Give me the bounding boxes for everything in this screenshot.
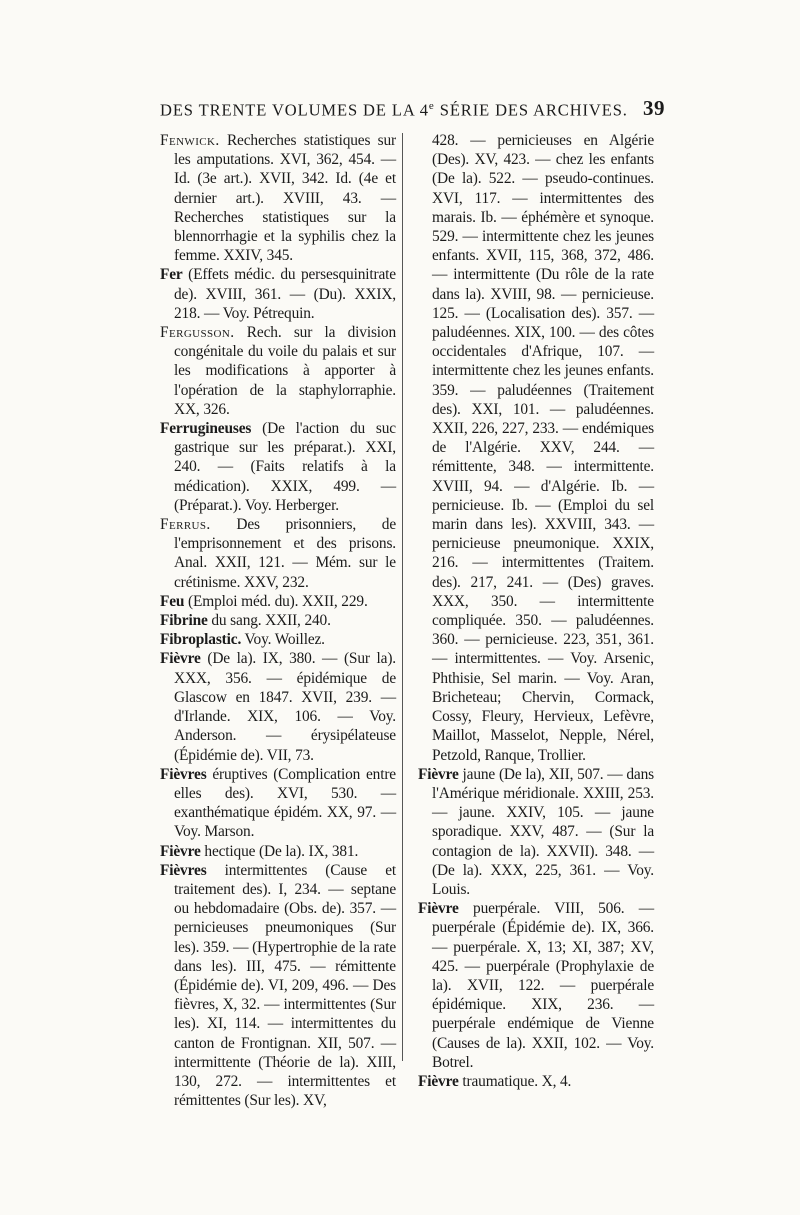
entry-text: 428. — pernicieuses en Algérie (Des). XV, 423. — chez les enfants (De la). 522. — pseudo-continues. XVI, 117. — intermittentes des marais. Ib. — éphémère et synoque. 529. — intermittente chez les jeunes enfants. XVII, 115, 368, 372, 486. — intermittente (Du rôle de la rate dans la). XVIII, 98. — pernicieuse. 125. — (Localisation des). 357. — paludéennes. XIX, 100. — des côtes occidentales d'Afrique, 107. — intermittente chez les jeunes enfants. 359. — paludéennes (Traitement des). XXI, 101. — paludéennes. XXII, 226, 227, 233. — endémiques de l'Algérie. XXV, 244. — rémittente, 348. — intermittente. XVIII, 94. — d'Algérie. Ib. — pernicieuse. Ib. — (Emploi du sel marin dans les). XXVIII, 343. — pernicieuse pneumonique. XXIX, 216. — intermittentes (Traitem. des). 217, 241. — (Des) graves. XXX, 350. — intermittente compliquée. 350. — paludéennes. 360. — pernicieuse. 223, 351, 361. — intermittentes. — Voy. Arsenic, Phthisie, Sel marin. — Voy. Aran, Bricheteau; Chervin, Cormack, Cossy, Fleury, Hervieux, Lefèvre, Maillot, Masselot, Nepple, Nérel, Petzold, Ranque, Trollier. [432, 132, 654, 764]
entry-text: traumatique. X, 4. [458, 1072, 572, 1090]
index-entry [160, 861, 396, 1111]
entry-headword: Fièvre [160, 842, 201, 860]
index-entry [160, 649, 396, 764]
index-entry [418, 1072, 654, 1091]
running-header [160, 96, 665, 121]
right-column [418, 131, 654, 1091]
page-number: 39 [643, 96, 665, 120]
running-title-rest: SÉRIE DES ARCHIVES. [434, 100, 628, 119]
index-entry [160, 765, 396, 842]
entry-text: Rech. sur la division congénitale du voile du palais et sur les modifications à apporter à l'opération de la staphylorraphie. XX, 326. [174, 324, 396, 418]
entry-headword: Fièvre [418, 900, 459, 918]
entry-headword: Fibrine [160, 612, 208, 630]
entry-text: Des prisonniers, de l'emprisonnement et des prisons. Anal. XXII, 121. — Mém. sur le crétinisme. XXV, 232. [174, 516, 396, 591]
left-column [160, 131, 396, 1110]
running-title [160, 100, 628, 121]
entry-text: (Effets médic. du persesquinitrate de). XVIII, 361. — (Du). XXIX, 218. — Voy. Pétrequin. [174, 266, 396, 322]
index-entry [160, 842, 396, 861]
entry-headword: Fièvre [418, 765, 459, 783]
entry-headword: Fièvres [160, 765, 207, 783]
index-entry [418, 899, 654, 1072]
entry-text: du sang. XXII, 240. [207, 612, 331, 630]
entry-headword: Ferrugineuses [160, 420, 252, 438]
index-entry [160, 419, 396, 515]
index-entry [160, 611, 396, 630]
entry-headword: Fièvre [160, 650, 201, 668]
index-entry [160, 265, 396, 323]
entry-headword: Fer [160, 266, 183, 284]
entry-headword: Feu [160, 592, 185, 610]
index-entry [160, 630, 396, 649]
entry-headword: Fergusson. [160, 324, 235, 342]
entry-text: Voy. Woillez. [241, 631, 325, 649]
column-divider [402, 133, 403, 1061]
entry-text: Recherches statistiques sur les amputations. XVI, 362, 454. — Id. (3e art.). XVII, 342. Id. (4e et dernier art.). XVIII, 43. — Recherches statistiques sur la blennorrhagie et la syphilis chez la femme. XXIV, 345. [174, 132, 396, 265]
running-title-main: DES TRENTE VOLUMES DE LA 4 [160, 100, 429, 119]
running-title-superscript: e [428, 99, 435, 112]
entry-text: jaune (De la), XII, 507. — dans l'Amérique méridionale. XXIII, 253. — jaune. XXIV, 105. — jaune sporadique. XXV, 487. — (Sur la contagion de la). XXVII). 348. — (De la). XXX, 225, 361. — Voy. Louis. [432, 765, 654, 898]
entry-headword: Fibroplastic. [160, 631, 242, 649]
entry-text: intermittentes (Cause et traitement des). I, 234. — septane ou hebdomadaire (Obs. de). 357. — pernicieuses pneumoniques (Sur les). 359. — (Hypertrophie de la rate dans les). III, 475. — rémittente (Épidémie de). VI, 209, 496. — Des fièvres, X, 32. — intermittentes (Sur les). XI, 114. — intermittentes du canton de Frontignan. XII, 507. — intermittente (Théorie de la). XIII, 130, 272. — intermittentes et rémittentes (Sur les). XV, [174, 861, 396, 1110]
entry-text: hectique (De la). IX, 381. [200, 842, 359, 860]
entry-text: (De la). IX, 380. — (Sur la). XXX, 356. — épidémique de Glascow en 1847. XVII, 239. — d'Irlande. XIX, 106. — Voy. Anderson. — érysipélateuse (Épidémie de). VII, 73. [174, 650, 396, 764]
entry-text: (Emploi méd. du). XXII, 229. [184, 592, 368, 610]
entry-headword: Fièvre [418, 1072, 459, 1090]
index-entry [160, 515, 396, 592]
entry-text: puerpérale. VIII, 506. — puerpérale (Épidémie de). IX, 366. — puerpérale. X, 13; XI, 387; XV, 425. — puerpérale (Prophylaxie de la). XVII, 122. — puerpérale épidémique. XIX, 236. — puerpérale endémique de Vienne (Causes de la). XXII, 102. — Voy. Botrel. [432, 900, 654, 1071]
entry-headword: Fièvres [160, 861, 207, 879]
entry-text: éruptives (Complication entre elles des). XVI, 530. — exanthématique épidém. XX, 97. — Voy. Marson. [174, 765, 396, 841]
entry-headword: Ferrus. [160, 516, 211, 534]
index-entry [160, 323, 396, 419]
entry-text: (De l'action du suc gastrique sur les préparat.). XXI, 240. — (Faits relatifs à la médication). XXIX, 499. — (Préparat.). Voy. Herberger. [174, 420, 396, 514]
index-entry [160, 592, 396, 611]
entry-headword: Fenwick. [160, 132, 220, 149]
index-entry [418, 131, 654, 765]
index-entry [418, 765, 654, 899]
index-entry [160, 131, 396, 265]
